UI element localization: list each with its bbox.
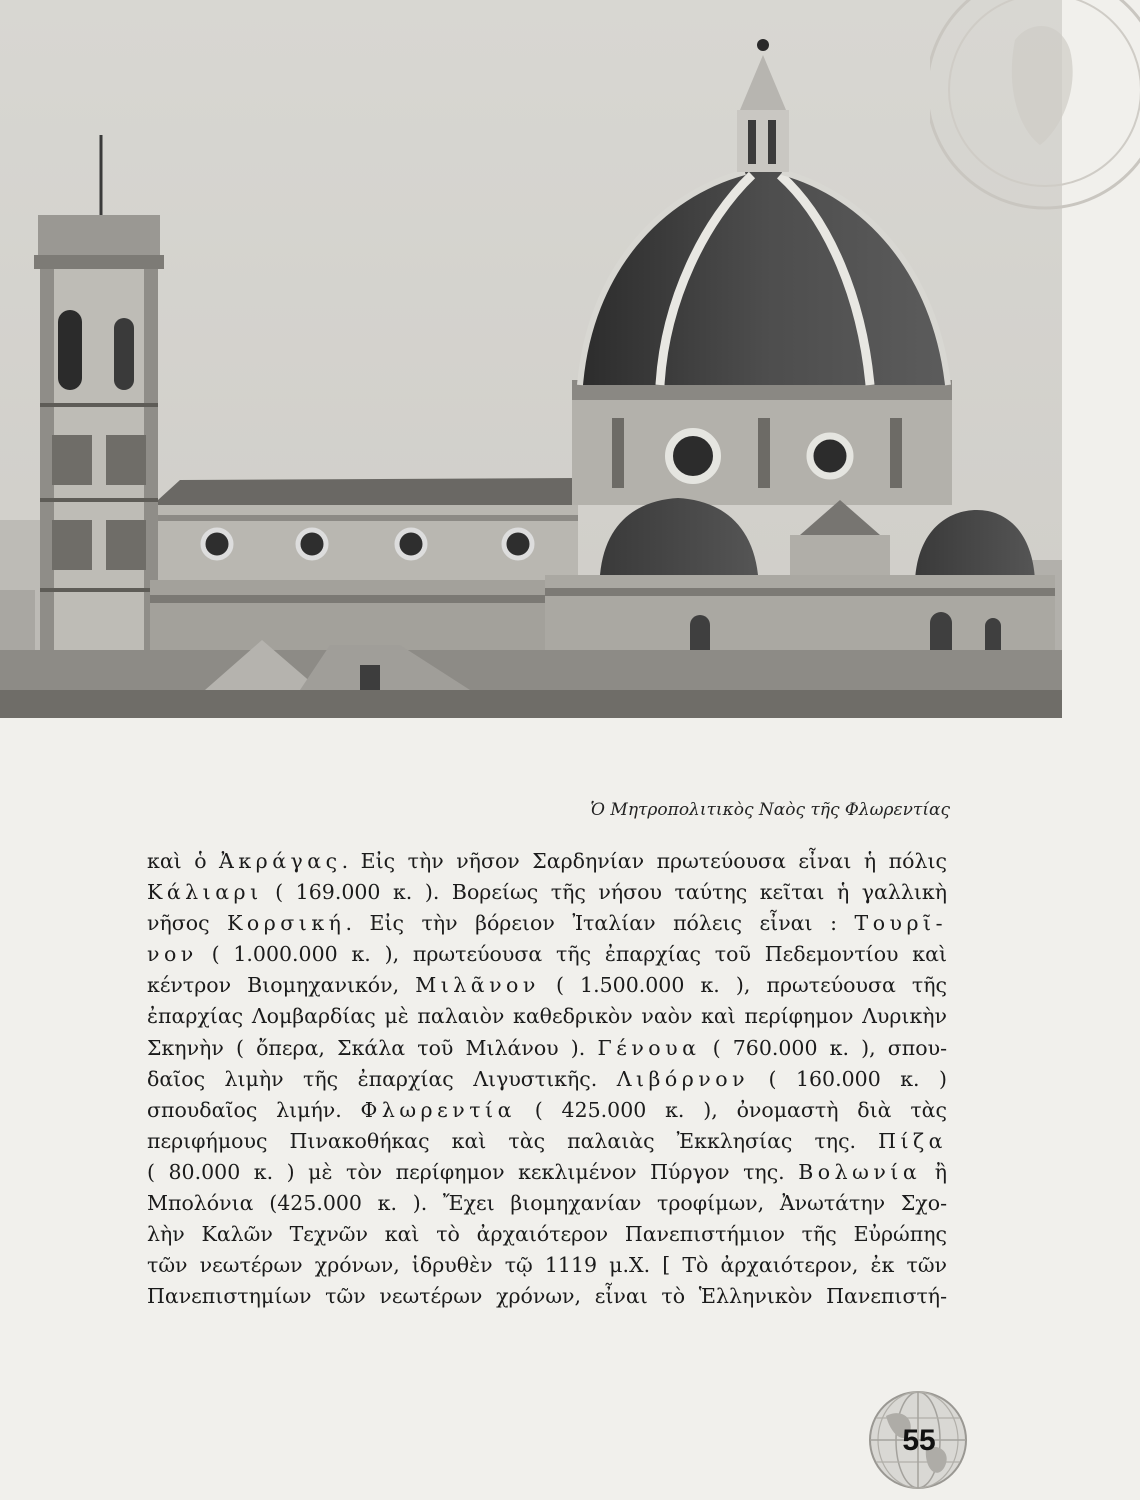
spaced-place-name: Βολωνία	[798, 1159, 922, 1184]
text-line: ( 80.000 κ. ) μὲ τὸν περίφημον κεκλιμένον Πύργον της. Βολωνία ἢ	[147, 1159, 947, 1184]
spaced-place-name: Κορσική	[227, 911, 346, 936]
text-line: ἐπαρχίας Λομβαρδίας μὲ παλαιὸν καθεδρικὸν ναὸν καὶ περίφημον Λυρικὴν	[147, 1004, 947, 1029]
text-line: Πανεπιστημίων τῶν νεωτέρων χρόνων, εἶναι τὸ Ἑλληνικὸν Πανεπιστή-	[147, 1284, 947, 1309]
body-text	[147, 846, 947, 1312]
text-line: νῆσος Κορσική. Εἰς τὴν βόρειον Ἰταλίαν πόλεις εἶναι : Τουρῖ-	[147, 911, 948, 936]
text-line: καὶ ὁ Ἀκράγας. Εἰς τὴν νῆσον Σαρδηνίαν πρωτεύουσα εἶναι ἡ πόλις	[147, 849, 947, 873]
page-number: 55	[902, 1424, 936, 1457]
spaced-place-name: Τουρῖ-	[854, 911, 948, 936]
spaced-place-name: Πίζα	[878, 1128, 947, 1153]
spaced-place-name: Κάλιαρι	[147, 880, 263, 905]
spaced-place-name: Γένουα	[597, 1035, 701, 1060]
cathedral-photo	[0, 0, 1062, 718]
spaced-place-name: νον	[147, 942, 198, 967]
text-line: δαῖος λιμὴν τῆς ἐπαρχίας Λιγυστικῆς. Λιβόρνον ( 160.000 κ. )	[147, 1066, 947, 1091]
spaced-place-name: Φλωρεντία	[360, 1097, 516, 1122]
text-line: περιφήμους Πινακοθήκας καὶ τὰς παλαιὰς Ἐκκλησίας της. Πίζα	[147, 1128, 947, 1153]
text-line: Σκηνὴν ( ὄπερα, Σκάλα τοῦ Μιλάνου ). Γένουα ( 760.000 κ. ), σπου-	[147, 1035, 947, 1060]
library-stamp	[930, 0, 1140, 230]
text-line: σπουδαῖος λιμήν. Φλωρεντία ( 425.000 κ. ), ὀνομαστὴ διὰ τὰς	[147, 1097, 947, 1122]
text-line: λὴν Καλῶν Τεχνῶν καὶ τὸ ἀρχαιότερον Πανεπιστήμιον τῆς Εὐρώπης	[147, 1222, 947, 1247]
text-line: τῶν νεωτέρων χρόνων, ἱδρυθὲν τῷ 1119 μ.Χ. [ Τὸ ἀρχαιότερον, ἐκ τῶν	[147, 1253, 947, 1278]
text-line: νον ( 1.000.000 κ. ), πρωτεύουσα τῆς ἐπαρχίας τοῦ Πεδεμοντίου καὶ	[147, 942, 947, 967]
spaced-place-name: Λιβόρνον	[616, 1066, 750, 1091]
photo-caption: Ὁ Μητροπολιτικὸς Ναὸς τῆς Φλωρεντίας	[590, 800, 950, 820]
text-line: Κάλιαρι ( 169.000 κ. ). Βορείως τῆς νήσου ταύτης κεῖται ἡ γαλλικὴ	[147, 880, 947, 905]
spaced-place-name: Ἀκράγας	[219, 849, 342, 873]
spaced-place-name: Μιλᾶνον	[415, 973, 540, 998]
cathedral-illustration	[0, 0, 1062, 718]
text-line: Μπολόνια (425.000 κ. ). Ἔχει βιομηχανίαν τροφίμων, Ἀνωτάτην Σχο-	[147, 1191, 947, 1216]
text-line: κέντρον Βιομηχανικόν, Μιλᾶνον ( 1.500.000 κ. ), πρωτεύουσα τῆς	[147, 973, 948, 998]
